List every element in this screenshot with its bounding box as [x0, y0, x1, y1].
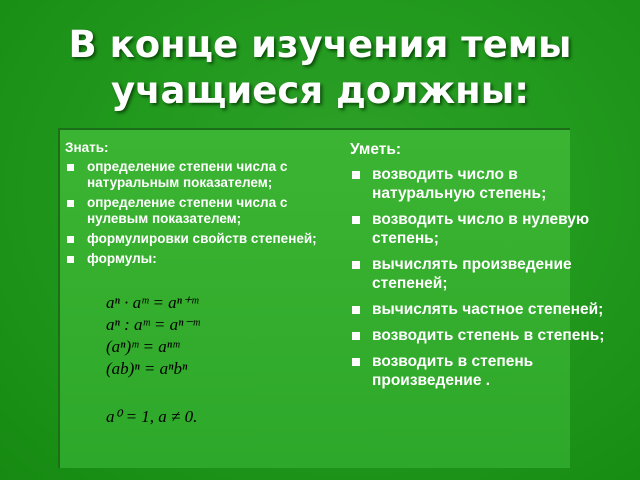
- bullet-icon: [352, 171, 360, 179]
- formula-zero-exponent: a⁰ = 1, a ≠ 0.: [106, 407, 198, 426]
- can-do-heading: Уметь:: [350, 141, 402, 158]
- list-item: формулировки свойств степеней;: [65, 231, 340, 247]
- bullet-icon: [352, 332, 360, 340]
- formula-product: aⁿ · aᵐ = aⁿ⁺ᵐ: [106, 293, 199, 312]
- list-item: вычислять частное степеней;: [350, 300, 625, 319]
- list-item: возводить число в нулевую степень;: [350, 210, 625, 248]
- bullet-icon: [352, 358, 360, 366]
- bullet-icon: [352, 261, 360, 269]
- can-do-list: [350, 165, 625, 390]
- know-list: [65, 159, 340, 267]
- bullet-icon: [67, 200, 74, 207]
- bullet-icon: [352, 306, 360, 314]
- can-do-column: [350, 140, 625, 397]
- bullet-icon: [67, 256, 74, 263]
- bullet-icon: [67, 164, 74, 171]
- know-heading: Знать:: [65, 140, 109, 155]
- bullet-icon: [67, 236, 74, 243]
- list-item: возводить в степень произведение .: [350, 352, 625, 390]
- list-item: формулы:: [65, 251, 340, 267]
- formula-quotient: aⁿ : aᵐ = aⁿ⁻ᵐ: [106, 315, 200, 334]
- list-item: определение степени числа с натуральным показателем;: [65, 159, 340, 191]
- formula-block: [106, 292, 200, 428]
- know-column: [65, 140, 340, 271]
- formula-power-of-product: (ab)ⁿ = aⁿbⁿ: [106, 359, 188, 378]
- list-item: вычислять произведение степеней;: [350, 255, 625, 293]
- list-item: возводить число в натуральную степень;: [350, 165, 625, 203]
- formula-power-of-power: (aⁿ)ᵐ = aⁿᵐ: [106, 337, 180, 356]
- list-item: определение степени числа с нулевым показателем;: [65, 195, 340, 227]
- list-item: возводить степень в степень;: [350, 326, 625, 345]
- bullet-icon: [352, 216, 360, 224]
- slide-title: В конце изучения темы учащиеся должны:: [68, 23, 572, 112]
